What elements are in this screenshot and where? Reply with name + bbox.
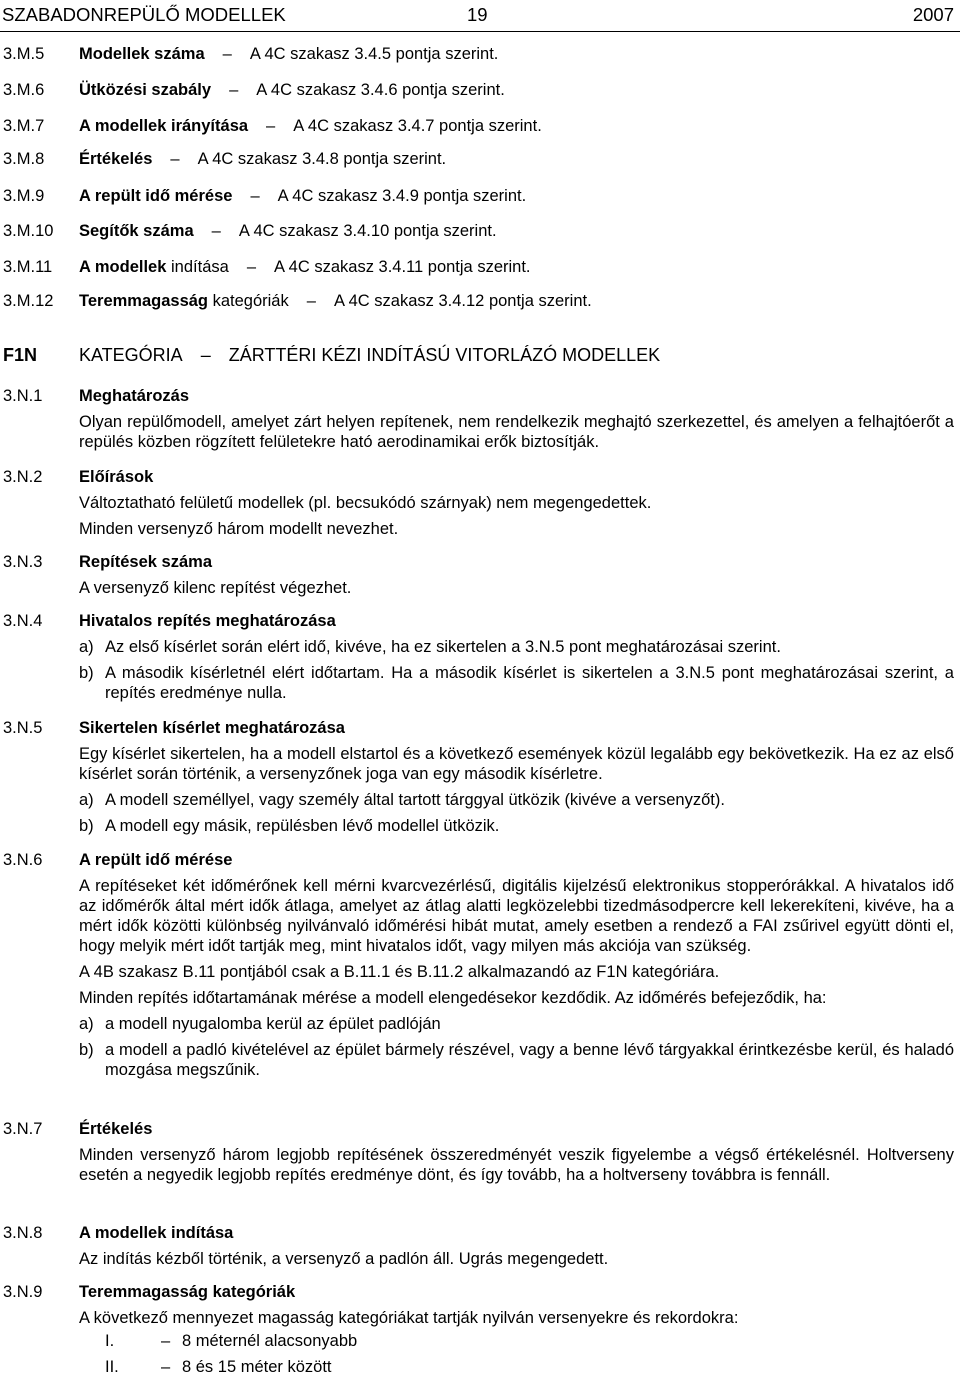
- list-label: b): [79, 817, 94, 835]
- section-title: A modellek indítása: [79, 1224, 234, 1242]
- section-number: 3.N.7: [3, 1120, 43, 1138]
- paragraph: Minden versenyző három legjobb repítésének összeredményét veszik figyelembe a végső értékelésnél. Holtverseny esetén a negyedik legjobb repítés eredménye dönt, és így tovább, ha a holtverseny továbbra is fennáll.: [79, 1146, 954, 1184]
- rule-title: Értékelés: [79, 150, 153, 168]
- list-label: a): [79, 1015, 94, 1033]
- header-year: 2007: [912, 4, 954, 25]
- list-label: a): [79, 791, 94, 809]
- category-label: KATEGÓRIA: [79, 345, 183, 365]
- rule-title-rest: indítása: [171, 258, 229, 276]
- paragraph: A 4B szakasz B.11 pontjából csak a B.11.1 és B.11.2 alkalmazandó az F1N kategóriára.: [79, 963, 720, 981]
- list-label: II.: [105, 1358, 119, 1376]
- rule-number: 3.M.5: [3, 45, 45, 63]
- header-title: SZABADONREPÜLŐ MODELLEK: [2, 4, 286, 25]
- rule-ref: A 4C szakasz 3.4.11 pontja szerint.: [274, 258, 531, 276]
- section-number: 3.N.4: [3, 612, 43, 630]
- rule-number: 3.M.8: [3, 150, 45, 168]
- rule-title: Modellek száma: [79, 45, 205, 63]
- rule-number: 3.M.9: [3, 187, 45, 205]
- section-number: 3.N.9: [3, 1283, 43, 1301]
- rule-number: 3.M.7: [3, 117, 45, 135]
- list-item: [79, 1014, 954, 1034]
- rule-number: 3.M.10: [3, 222, 54, 240]
- paragraph: Olyan repülőmodell, amelyet zárt helyen repítenek, nem rendelkezik meghajtó szerkezettel, és amelyen a felhajtóerőt a repülés közben rögzített felületekre ható aerodinamikai erők biztosítják.: [79, 413, 954, 451]
- paragraph: Minden repítés időtartamának mérése a modell elengedésekor kezdődik. Az időmérés befejeződik, ha:: [79, 989, 827, 1007]
- list-label: I.: [105, 1332, 115, 1350]
- category-title: ZÁRTTÉRI KÉZI INDÍTÁSÚ VITORLÁZÓ MODELLEK: [228, 345, 661, 365]
- rule-title: Teremmagasság: [79, 292, 209, 310]
- rule-ref: A 4C szakasz 3.4.6 pontja szerint.: [256, 81, 505, 99]
- category-code: F1N: [3, 345, 38, 365]
- section-title: Repítések száma: [79, 553, 212, 571]
- rule-title: A modellek irányítása: [79, 117, 249, 135]
- rule-ref: A 4C szakasz 3.4.7 pontja szerint.: [293, 117, 542, 135]
- list-text: Az első kísérlet során elért idő, kivéve, ha ez sikertelen a 3.N.5 pont meghatározásai szerint.: [105, 638, 781, 656]
- list-item: [79, 816, 954, 836]
- rule-title: A repült idő mérése: [79, 187, 233, 205]
- list-label: b): [79, 664, 94, 682]
- paragraph: Változtatható felületű modellek (pl. becsukódó szárnyak) nem megengedettek.: [79, 494, 652, 512]
- list-item: II. – 8 és 15 méter között: [79, 1354, 954, 1380]
- section-number: 3.N.1: [3, 387, 43, 405]
- rule-ref: A 4C szakasz 3.4.9 pontja szerint.: [277, 187, 527, 205]
- list-item: [79, 790, 954, 810]
- section-number: 3.N.8: [3, 1224, 43, 1242]
- rule-number: 3.M.11: [3, 258, 53, 276]
- section-title: A repült idő mérése: [79, 851, 233, 869]
- paragraph: A versenyző kilenc repítést végezhet.: [79, 579, 352, 597]
- list-item: [79, 637, 954, 657]
- list-text: A második kísérletnél elért időtartam. Ha a második kísérlet is sikertelen a 3.N.5 pont meghatározásai szerint, a repítés eredménye nulla.: [105, 664, 954, 702]
- rule-ref: A 4C szakasz 3.4.10 pontja szerint.: [238, 222, 497, 240]
- rule-ref: A 4C szakasz 3.4.8 pontja szerint.: [197, 150, 447, 168]
- list-item: [79, 663, 954, 703]
- section-title: Értékelés: [79, 1120, 153, 1138]
- rule-number: 3.M.12: [3, 292, 54, 310]
- rule-number: 3.M.6: [3, 81, 45, 99]
- list-text: a modell a padló kivételével az épület bármely részével, vagy a benne lévő tárgyakkal érintkezésbe kerül, és haladó mozgása megszűnik.: [105, 1041, 954, 1079]
- paragraph: A következő mennyezet magasság kategóriákat tartják nyilván versenyekre és rekordokra:: [79, 1309, 739, 1327]
- list-label: b): [79, 1041, 94, 1059]
- section-number: 3.N.6: [3, 851, 43, 869]
- rule-title: Segítők száma: [79, 222, 194, 240]
- paragraph: Minden versenyző három modellt nevezhet.: [79, 520, 399, 538]
- section-number: 3.N.3: [3, 553, 43, 571]
- section-title: Meghatározás: [79, 387, 190, 405]
- rule-title: Ütközési szabály: [79, 81, 212, 99]
- section-title: Sikertelen kísérlet meghatározása: [79, 719, 345, 737]
- list-text: 8 és 15 méter között: [182, 1358, 332, 1376]
- page-number: 19: [467, 4, 488, 25]
- rule-title-rest: kategóriák: [212, 292, 289, 310]
- list-text: A modell egy másik, repülésben lévő modellel ütközik.: [105, 817, 500, 835]
- list-item: I. – 8 méternél alacsonyabb: [79, 1328, 954, 1354]
- rule-ref: A 4C szakasz 3.4.5 pontja szerint.: [249, 45, 499, 63]
- page-header: [0, 0, 960, 32]
- rule-ref: A 4C szakasz 3.4.12 pontja szerint.: [333, 292, 592, 310]
- section-number: 3.N.5: [3, 719, 43, 737]
- list-text: 8 méternél alacsonyabb: [182, 1332, 358, 1350]
- list-item: [79, 1040, 954, 1080]
- list-text: a modell nyugalomba kerül az épület padlóján: [105, 1015, 441, 1033]
- list-label: a): [79, 638, 94, 656]
- list-text: A modell személlyel, vagy személy által tartott tárggyal ütközik (kivéve a versenyzőt).: [105, 791, 725, 809]
- section-title: Hivatalos repítés meghatározása: [79, 612, 336, 630]
- section-title: Teremmagasság kategóriák: [79, 1283, 296, 1301]
- section-number: 3.N.2: [3, 468, 43, 486]
- section-title: Előírások: [79, 468, 154, 486]
- paragraph: A repítéseket két időmérőnek kell mérni kvarcvezérlésű, digitális kijelzésű elektronikus stopperórákkal. A hivatalos idő az időmérők által mért idők átlaga, amelyet az átlag alatti legközelebbi tizedmásodpercre kell lekerekíteni, kivéve, ha a mért idők közötti különbség nyilvánvaló időmérési hibát mutat, amely esetben a rendező a FAI zsűrivel együtt dönti el, hogy melyik mért időt tartják meg, mint hivatalos időt, vagy milyen más akciója van szükség.: [79, 877, 954, 955]
- rule-title: A modellek: [79, 258, 167, 276]
- paragraph: Egy kísérlet sikertelen, ha a modell elstartol és a következő események közül legalább egy bekövetkezik. Ha ez az első kísérlet során történik, a versenyzőnek joga van egy második kísérletre.: [79, 745, 954, 783]
- paragraph: Az indítás kézből történik, a versenyző a padlón áll. Ugrás megengedett.: [79, 1250, 609, 1268]
